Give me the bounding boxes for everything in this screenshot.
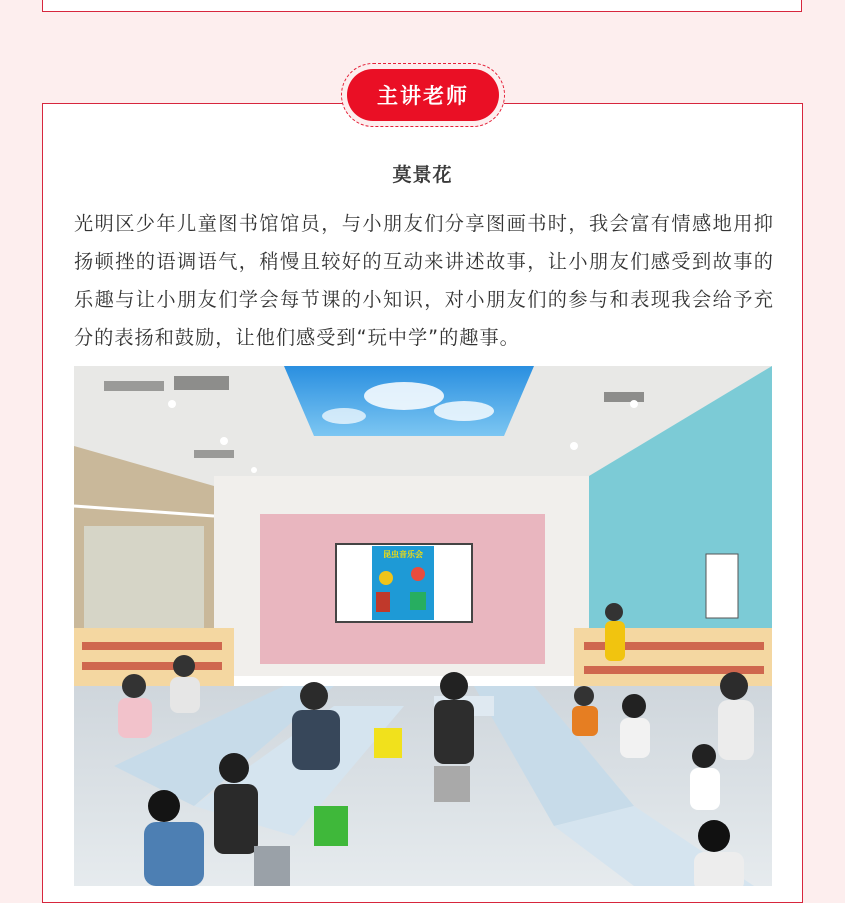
teacher-bio: 光明区少年儿童图书馆馆员，与小朋友们分享图画书时，我会富有情感地用抑扬顿挫的语调语气，稍慢且较好的互动来讲述故事，让小朋友们感受到故事的乐趣与让小朋友们学会每节课的小知识，对小朋友们的参与和表现我会给予充分的表扬和鼓励，让他们感受到“玩中学”的趣事。 <box>74 212 774 349</box>
library-storytime-illustration <box>74 366 772 886</box>
storytime-photo <box>74 366 772 886</box>
section-badge: 主讲老师 <box>347 69 499 121</box>
teacher-name: 莫景花 <box>392 164 453 186</box>
screen-book-title: 昆虫音乐会 <box>383 550 423 559</box>
previous-section-card <box>42 0 802 12</box>
